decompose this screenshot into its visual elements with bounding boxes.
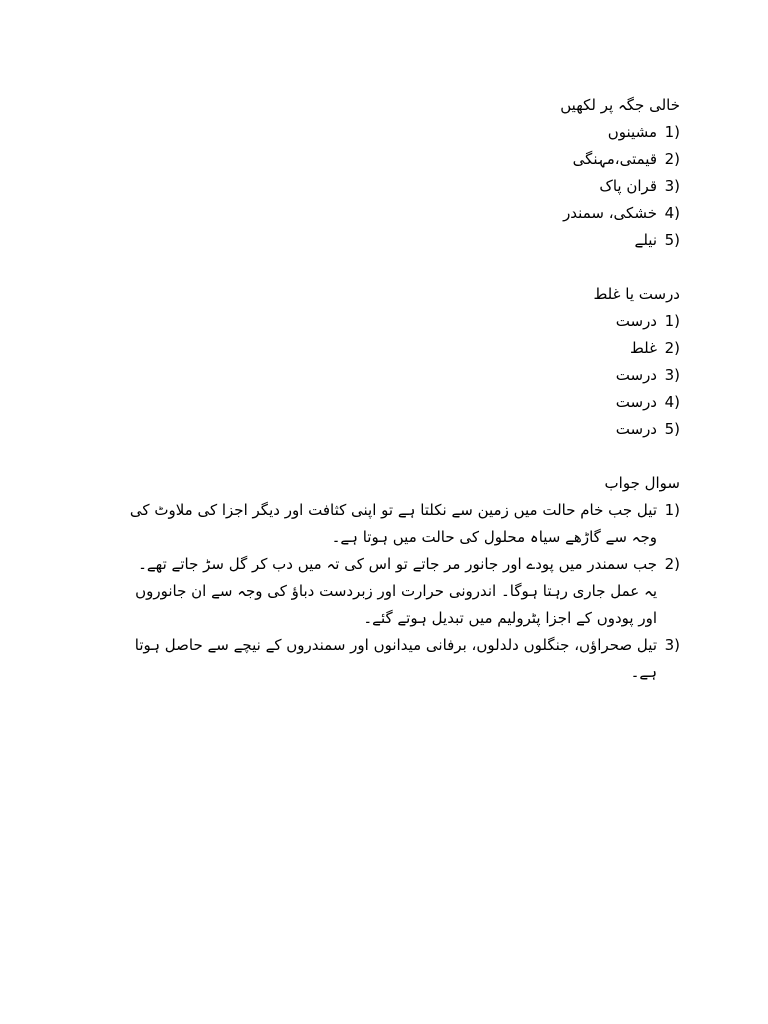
fill-blanks-section — [100, 92, 680, 254]
answer-text: درست — [615, 393, 657, 411]
answer-text: مشینوں — [607, 123, 657, 141]
fill-blank-answer — [100, 119, 680, 146]
question-answer — [100, 497, 680, 551]
answer-text: قیمتی،مہنگی — [572, 150, 657, 168]
answer-paragraph: تیل جب خام حالت میں زمین سے نکلتا ہے تو اپنی کثافت اور دیگر اجزا کی ملاوٹ کی وجہ سے گاڑھے سیاہ محلول کی حالت میں ہوتا ہے۔ — [129, 501, 657, 546]
answer-paragraph: جب سمندر میں پودے اور جانور مر جاتے تو اس کی تہ میں دب کر گل سڑ جاتے تھے۔ یہ عمل جاری رہتا ہوگا۔ اندرونی حرارت اور زبردست دباؤ کی وجہ سے ان جانوروں اور پودوں کے اجزا پٹرولیم میں تبدیل ہوتے گئے۔ — [135, 555, 657, 627]
item-number: 1) — [664, 501, 680, 519]
true-false-answer — [100, 362, 680, 389]
answer-paragraph: تیل صحراؤں، جنگلوں دلدلوں، برفانی میدانوں اور سمندروں کے نیچے سے حاصل ہوتا ہے۔ — [134, 636, 657, 681]
questions-section — [100, 470, 680, 686]
fill-blank-answer — [100, 200, 680, 227]
item-number: 1) — [664, 312, 680, 330]
answer-text: درست — [615, 312, 657, 330]
answer-text: خشکی، سمندر — [563, 204, 657, 222]
item-number: 2) — [664, 339, 680, 357]
true-false-heading: درست یا غلط — [593, 285, 680, 303]
true-false-answer — [100, 308, 680, 335]
item-number: 3) — [664, 366, 680, 384]
true-false-answer — [100, 335, 680, 362]
question-answer — [100, 632, 680, 686]
item-number: 1) — [664, 123, 680, 141]
answer-text: درست — [615, 366, 657, 384]
answer-text: غلط — [629, 339, 657, 357]
item-number: 5) — [664, 420, 680, 438]
questions-heading: سوال جواب — [604, 474, 680, 492]
item-number: 2) — [664, 555, 680, 573]
true-false-answer — [100, 416, 680, 443]
item-number: 4) — [664, 393, 680, 411]
answer-text: نیلے — [634, 231, 657, 249]
fill-blank-answer — [100, 173, 680, 200]
fill-blanks-heading: خالی جگہ پر لکھیں — [560, 96, 680, 114]
item-number: 3) — [664, 177, 680, 195]
true-false-answer — [100, 389, 680, 416]
item-number: 5) — [664, 231, 680, 249]
question-answer — [100, 551, 680, 632]
item-number: 3) — [664, 636, 680, 654]
fill-blank-answer — [100, 227, 680, 254]
true-false-section — [100, 281, 680, 443]
item-number: 4) — [664, 204, 680, 222]
answer-text: درست — [615, 420, 657, 438]
fill-blank-answer — [100, 146, 680, 173]
answer-sheet — [100, 92, 680, 713]
answer-text: قران پاک — [599, 177, 657, 195]
item-number: 2) — [664, 150, 680, 168]
